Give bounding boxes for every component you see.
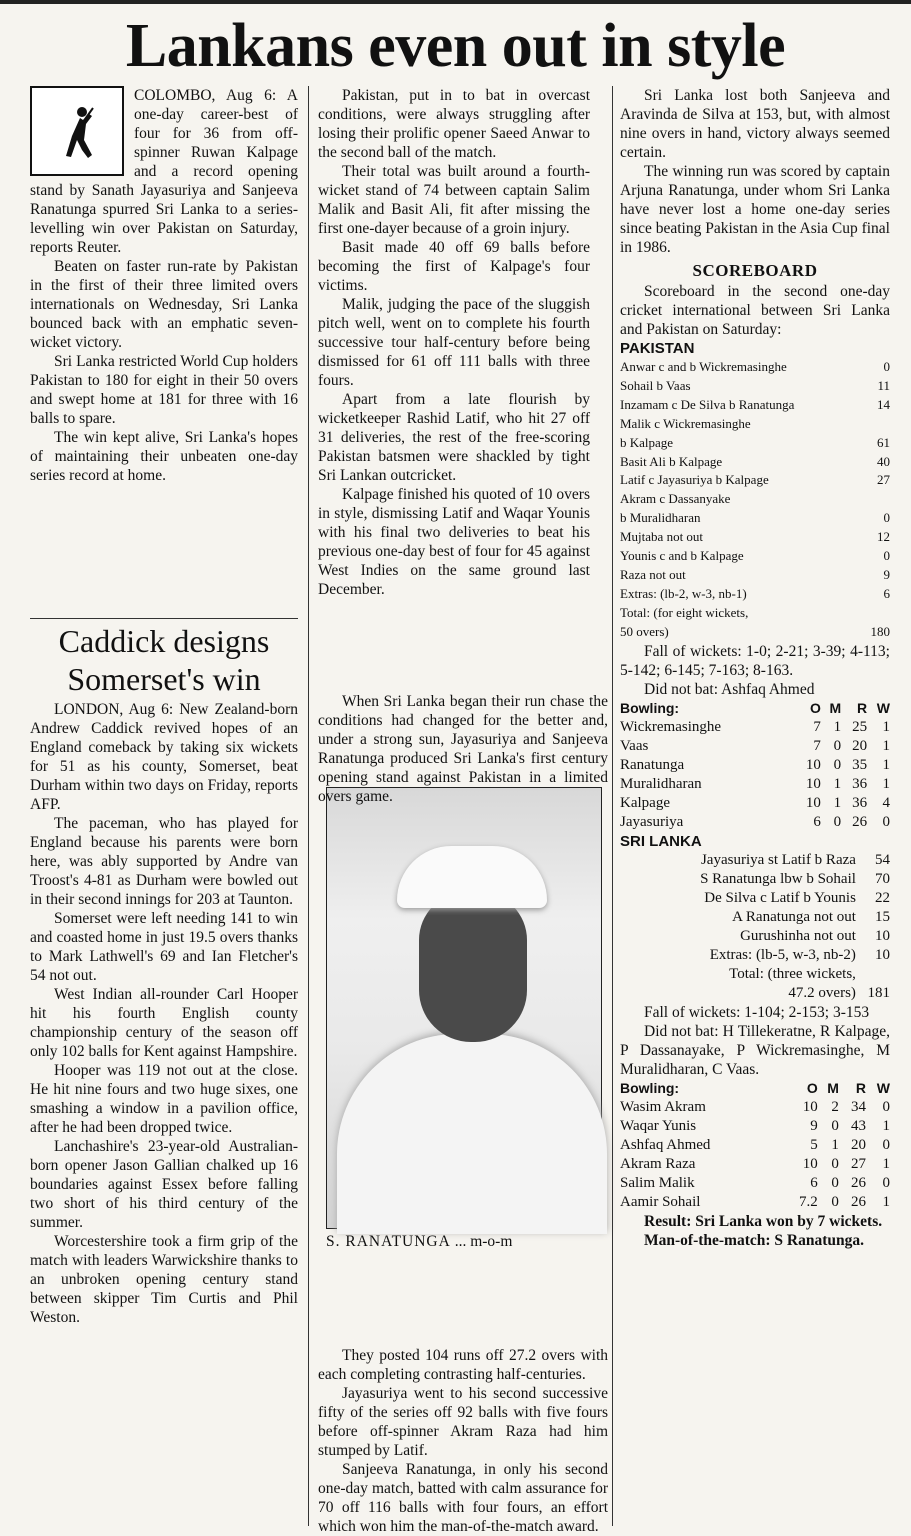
- bowling-row: [620, 737, 890, 756]
- bowling-bowler: Kalpage: [620, 794, 670, 811]
- batsman: Total: (for eight wickets,: [620, 604, 749, 620]
- bowling-w: 1: [882, 1193, 890, 1210]
- pakistan-fall-of-wickets: Fall of wickets: 1-0; 2-21; 3-39; 4-113; 5-142; 6-145; 7-163; 8-163.: [620, 642, 890, 679]
- bowling-o: 10: [802, 1155, 818, 1172]
- second-story-paragraph: The paceman, who has played for England because his parents were born here, was ably supported by Andre van Troost's 4-81 as Durham were bowled out in their second innings for 203 at Taunton.: [30, 815, 298, 908]
- bowling-r: 26: [852, 813, 868, 830]
- match-result: Result: Sri Lanka won by 7 wickets.: [644, 1212, 883, 1230]
- batting-row: [620, 604, 890, 623]
- bowling-header-w: W: [876, 699, 890, 716]
- bowling-row: [620, 794, 890, 813]
- photo-caption: [326, 1232, 616, 1251]
- batting-row: [620, 509, 890, 528]
- batsman: Malik c Wickremasinghe: [620, 415, 751, 431]
- lead-paragraph: The win kept alive, Sri Lanka's hopes of maintaining their unbeaten one-day series record at home.: [30, 429, 298, 484]
- batsman: Anwar c and b Wickremasinghe: [620, 359, 787, 374]
- runs: 6: [883, 585, 890, 601]
- batting-row: [620, 623, 890, 642]
- batsman: Sohail b Vaas: [620, 377, 691, 393]
- batting-row: [620, 585, 890, 604]
- bowling-row: [620, 718, 890, 737]
- lead-paragraph: Basit made 40 off 69 balls before becoming the first of Kalpage's four victims.: [318, 239, 590, 294]
- team-heading-pakistan: PAKISTAN: [620, 340, 695, 357]
- bowling-o: 10: [802, 1098, 818, 1115]
- caption-suffix: ... m-o-m: [450, 1233, 513, 1250]
- batsman: Extras: (lb-5, w-3, nb-2): [709, 946, 856, 963]
- bowling-r: 36: [852, 794, 868, 811]
- bowling-bowler: Ranatunga: [620, 756, 685, 773]
- batsman: Raza not out: [620, 566, 686, 582]
- bowling-o: 7.2: [798, 1193, 818, 1210]
- lead-paragraph: COLOMBO, Aug 6: A one-day career-best of four for 36 from off-spinner Ruwan Kalpage and a record opening stand by Sanath Jayasuriya and Sanjeeva Ranatunga spurred Sri Lanka to a series-levelling win over Pakistan on Saturday, reports Reuter.: [30, 87, 298, 256]
- bowling-row: [620, 1136, 890, 1155]
- runs: 0: [883, 548, 890, 564]
- bowling-bowler: Akram Raza: [620, 1155, 696, 1172]
- bowling-r: 26: [851, 1174, 867, 1191]
- bowling-w: 0: [882, 1098, 890, 1115]
- bowling-header-o: O: [810, 699, 821, 716]
- column-rule: [308, 86, 309, 1526]
- bowling-o: 6: [810, 1174, 818, 1191]
- lead-paragraph: Kalpage finished his quoted of 10 overs in style, dismissing Latif and Waqar Younis with his final two deliveries to beat his previous one-day best of four for 45 against West Indies on the same ground last December.: [318, 486, 590, 598]
- bowling-header-r: R: [855, 1079, 867, 1096]
- bowling-header-m: M: [827, 1079, 839, 1096]
- batsman: De Silva c Latif b Younis: [704, 889, 856, 906]
- bowling-bowler: Jayasuriya: [620, 813, 684, 830]
- batting-row: [620, 453, 890, 472]
- batting-row: [620, 984, 890, 1003]
- man-of-the-match: Man-of-the-match: S Ranatunga.: [644, 1231, 865, 1249]
- runs: 180: [870, 623, 890, 639]
- runs: 27: [877, 472, 890, 488]
- lead-paragraph: Jayasuriya went to his second successive fifty of the series off 92 balls with five fours before off-spinner Akram Raza had him stumped by Latif.: [318, 1385, 608, 1459]
- batting-row: [620, 851, 890, 870]
- batsman: Total: (three wickets,: [729, 965, 856, 982]
- second-story-paragraph: LONDON, Aug 6: New Zealand-born Andrew Caddick revived hopes of an England comeback by taking six wickets for 51 as his county, Somerset, beat Durham within two days on Friday, reports AFP.: [30, 701, 298, 813]
- runs: 70: [875, 870, 890, 887]
- batting-row: [620, 927, 890, 946]
- lead-paragraph: The winning run was scored by captain Arjuna Ranatunga, under whom Sri Lanka have never lost a home one-day series since beating Pakistan in the Asia Cup final in 1986.: [620, 163, 890, 256]
- bowling-row: [620, 1174, 890, 1193]
- bowling-r: 35: [852, 756, 868, 773]
- bowling-row: [620, 1155, 890, 1174]
- lead-paragraph: They posted 104 runs off 27.2 overs with each completing contrasting half-centuries.: [318, 1347, 608, 1383]
- lead-paragraph: Their total was built around a fourth-wicket stand of 74 between captain Salim Malik and Basit Ali, fit after missing the first one-dayer because of a groin injury.: [318, 163, 590, 237]
- bowling-row: [620, 775, 890, 794]
- bowling-m: 1: [833, 718, 842, 735]
- runs: [856, 490, 890, 509]
- bowling-row: [620, 756, 890, 775]
- runs: 0: [883, 510, 890, 526]
- bowling-w: 4: [882, 794, 890, 811]
- batting-row: [620, 870, 890, 889]
- runs: 61: [877, 434, 890, 450]
- second-story-paragraph: Worcestershire took a firm grip of the match with leaders Warwickshire thanks to an unbroken opening century stand between skipper Tim Curtis and Phil Weston.: [30, 1233, 298, 1326]
- pakistan-did-not-bat: Did not bat: Ashfaq Ahmed: [644, 680, 815, 698]
- batting-row: [620, 528, 890, 547]
- bowling-m: 0: [831, 1117, 839, 1134]
- bowling-w: 1: [882, 756, 890, 773]
- second-story-paragraph: West Indian all-rounder Carl Hooper hit his fourth English county championship century of the season off only 102 balls for Kent against Hampshire.: [30, 986, 298, 1060]
- bowling-m: 0: [831, 1155, 839, 1172]
- bowling-bowler: Waqar Yunis: [620, 1117, 697, 1134]
- pakistan-bowling-table: [620, 699, 890, 832]
- batting-row: [620, 889, 890, 908]
- bowling-o: 6: [813, 813, 821, 830]
- lead-story-column-1: [30, 86, 298, 485]
- lead-paragraph: Malik, judging the pace of the sluggish pitch well, went on to complete his fourth successive tour half-century before being dismissed for 61 off 111 balls with three fours.: [318, 296, 590, 389]
- bowling-w: 0: [882, 1174, 890, 1191]
- scoreboard-title: SCOREBOARD: [692, 261, 818, 280]
- bowling-row: [620, 813, 890, 832]
- batsman: 50 overs): [620, 623, 669, 639]
- lead-paragraph: When Sri Lanka began their run chase the conditions had changed for the better and, under a strong sun, Jayasuriya and Sanjeeva Ranatunga produced Sri Lanka's first century opening stand against Pakistan in a limited overs game.: [318, 693, 608, 805]
- batsman: 47.2 overs): [788, 984, 856, 1001]
- lead-paragraph: Sri Lanka lost both Sanjeeva and Aravinda de Silva at 153, but, with almost nine overs in hand, victory always seemed certain.: [620, 87, 890, 161]
- sri-lanka-did-not-bat: Did not bat: H Tillekeratne, R Kalpage, P Dassanayake, P Wickremasinghe, M Muralidharan, C Vaas.: [620, 1022, 890, 1078]
- batsman: Extras: (lb-2, w-3, nb-1): [620, 585, 747, 601]
- batsman: Gurushinha not out: [740, 927, 856, 944]
- bowling-row: [620, 1098, 890, 1117]
- bowling-m: 1: [833, 775, 842, 792]
- bowling-r: 27: [851, 1155, 867, 1172]
- story-divider: [30, 618, 298, 619]
- batting-row: [620, 377, 890, 396]
- bowling-header-r: R: [856, 699, 868, 716]
- batsman: Jayasuriya st Latif b Raza: [700, 851, 856, 868]
- batting-row: [620, 908, 890, 927]
- bowling-bowler: Aamir Sohail: [620, 1193, 701, 1210]
- bowling-bowler: Ashfaq Ahmed: [620, 1136, 711, 1153]
- lead-story-column-2: [318, 86, 590, 599]
- lead-story-column-2-end: [318, 1346, 608, 1535]
- bowling-o: 10: [805, 775, 821, 792]
- bowling-m: 1: [833, 794, 842, 811]
- runs: [856, 965, 890, 984]
- batting-row: [620, 396, 890, 415]
- bowling-header-row: [620, 699, 890, 718]
- runs: 11: [877, 377, 890, 393]
- batsman: Akram c Dassanyake: [620, 491, 731, 507]
- bowling-r: 43: [851, 1117, 867, 1134]
- runs: 12: [877, 529, 890, 545]
- bowling-r: 26: [851, 1193, 867, 1210]
- bowling-w: 0: [882, 1136, 890, 1153]
- second-story-paragraph: Hooper was 119 not out at the close. He hit nine fours and two huge sixes, one smashing a window in a pavilion office, after he had been dropped twice.: [30, 1062, 298, 1136]
- runs: 10: [875, 927, 890, 944]
- lead-story-column-3: [620, 86, 890, 1250]
- bowling-w: 1: [882, 718, 890, 735]
- bowling-w: 1: [882, 775, 890, 792]
- batsman: Mujtaba not out: [620, 529, 704, 545]
- runs: 10: [875, 946, 890, 963]
- bowling-row: [620, 1193, 890, 1212]
- lead-paragraph: Beaten on faster run-rate by Pakistan in the first of their three limited overs internationals on Wednesday, Sri Lanka bounced back with an emphatic seven-wicket victory.: [30, 258, 298, 351]
- batting-row: [620, 965, 890, 984]
- runs: 14: [877, 396, 890, 412]
- runs: 40: [877, 453, 890, 469]
- sri-lanka-fall-of-wickets: Fall of wickets: 1-104; 2-153; 3-153: [644, 1003, 870, 1021]
- lead-story-column-2-bottom: [318, 692, 608, 806]
- runs: 54: [875, 851, 890, 868]
- bowling-m: 1: [831, 1136, 839, 1153]
- batsman: Latif c Jayasuriya b Kalpage: [620, 472, 769, 488]
- bowling-m: 2: [831, 1098, 839, 1115]
- bowling-o: 9: [810, 1117, 818, 1134]
- batsman: A Ranatunga not out: [732, 908, 856, 925]
- runs: [856, 604, 890, 623]
- sri-lanka-bowling-table: [620, 1079, 890, 1212]
- batsman: b Kalpage: [620, 434, 674, 450]
- batsman: S Ranatunga lbw b Sohail: [700, 870, 856, 887]
- batsman: b Muralidharan: [620, 510, 701, 526]
- second-story-paragraph: Lanchashire's 23-year-old Australian-born opener Jason Gallian chalked up 16 boundaries against Essex before falling two short of his third century of the summer.: [30, 1138, 298, 1231]
- second-story-column: [30, 700, 298, 1327]
- batting-row: [620, 547, 890, 566]
- pakistan-batting-table: [620, 358, 890, 642]
- caption-name: S. RANATUNGA: [326, 1233, 451, 1250]
- bowling-header-label: Bowling:: [620, 699, 680, 716]
- bowling-bowler: Vaas: [620, 737, 649, 754]
- bowling-header-o: O: [806, 1079, 818, 1096]
- top-rule: [0, 0, 911, 4]
- bowling-m: 0: [833, 737, 842, 754]
- lead-paragraph: Pakistan, put in to bat in overcast conditions, were always struggling after losing their prolific opener Saeed Anwar to the second ball of the match.: [318, 87, 590, 161]
- bowling-header-m: M: [829, 699, 842, 716]
- headline: Lankans even out in style: [125, 12, 786, 80]
- column-rule: [612, 86, 613, 1526]
- bowling-w: 1: [882, 737, 890, 754]
- bowling-m: 0: [831, 1174, 839, 1191]
- runs: 9: [883, 566, 890, 582]
- batting-row: [620, 490, 890, 509]
- batsman: Inzamam c De Silva b Ranatunga: [620, 396, 795, 412]
- batting-row: [620, 566, 890, 585]
- bowling-m: 0: [833, 813, 842, 830]
- lead-paragraph: Apart from a late flourish by wicketkeeper Rashid Latif, who hit 27 off 31 deliveries, the rest of the free-scoring Pakistan batsmen were shackled by tight Sri Lankan outcricket.: [318, 391, 590, 484]
- bowling-o: 10: [805, 756, 821, 773]
- second-story-paragraph: Somerset were left needing 141 to win and coasted home in just 19.5 overs thanks to Mark Lathwell's 69 and Ian Fletcher's 54 not out.: [30, 910, 298, 984]
- bowling-row: [620, 1117, 890, 1136]
- second-story-headline: Caddick designs Somerset's win: [58, 623, 270, 697]
- runs: 181: [867, 984, 890, 1001]
- runs: 22: [875, 889, 890, 906]
- cricket-logo-icon: [30, 86, 124, 176]
- bowling-bowler: Muralidharan: [620, 775, 702, 792]
- bowling-w: 1: [882, 1155, 890, 1172]
- batting-row: [620, 471, 890, 490]
- bowling-m: 0: [831, 1193, 839, 1210]
- bowling-w: 1: [882, 1117, 890, 1134]
- bowling-m: 0: [833, 756, 842, 773]
- bowling-o: 7: [813, 737, 821, 754]
- batting-row: [620, 415, 890, 434]
- bowling-r: 36: [852, 775, 868, 792]
- player-photo: [326, 787, 602, 1229]
- bowling-o: 5: [810, 1136, 818, 1153]
- bowling-header-w: W: [876, 1079, 890, 1096]
- bowling-r: 20: [851, 1136, 867, 1153]
- lead-paragraph: Sanjeeva Ranatunga, in only his second one-day match, batted with calm assurance for 70 off 116 balls with four fours, an effort which won him the man-of-the-match award.: [318, 1461, 608, 1535]
- bowling-w: 0: [882, 813, 890, 830]
- runs: 0: [883, 359, 890, 374]
- bowling-r: 20: [852, 737, 868, 754]
- batsman: Younis c and b Kalpage: [620, 548, 744, 564]
- team-heading-sri-lanka: SRI LANKA: [620, 832, 702, 850]
- runs: [856, 415, 890, 434]
- bowling-bowler: Wasim Akram: [620, 1098, 706, 1115]
- lead-paragraph: Sri Lanka restricted World Cup holders Pakistan to 180 for eight in their 50 overs and swept home at 181 for three with 16 balls to spare.: [30, 353, 298, 427]
- batsman: Basit Ali b Kalpage: [620, 453, 723, 469]
- bowling-header-row: [620, 1079, 890, 1098]
- bowling-o: 7: [813, 718, 821, 735]
- bowling-r: 34: [851, 1098, 867, 1115]
- bowling-bowler: Wickremasinghe: [620, 718, 722, 735]
- runs: 15: [875, 908, 890, 925]
- bowling-bowler: Salim Malik: [620, 1174, 695, 1191]
- batting-row: [620, 946, 890, 965]
- bowling-header-label: Bowling:: [620, 1079, 680, 1096]
- batting-row: [620, 434, 890, 453]
- batting-row: [620, 358, 890, 377]
- bowling-r: 25: [852, 718, 868, 735]
- sri-lanka-batting-table: [620, 851, 890, 1003]
- bowling-o: 10: [805, 794, 821, 811]
- scoreboard-intro: Scoreboard in the second one-day cricket international between Sri Lanka and Pakistan on Saturday:: [620, 283, 890, 338]
